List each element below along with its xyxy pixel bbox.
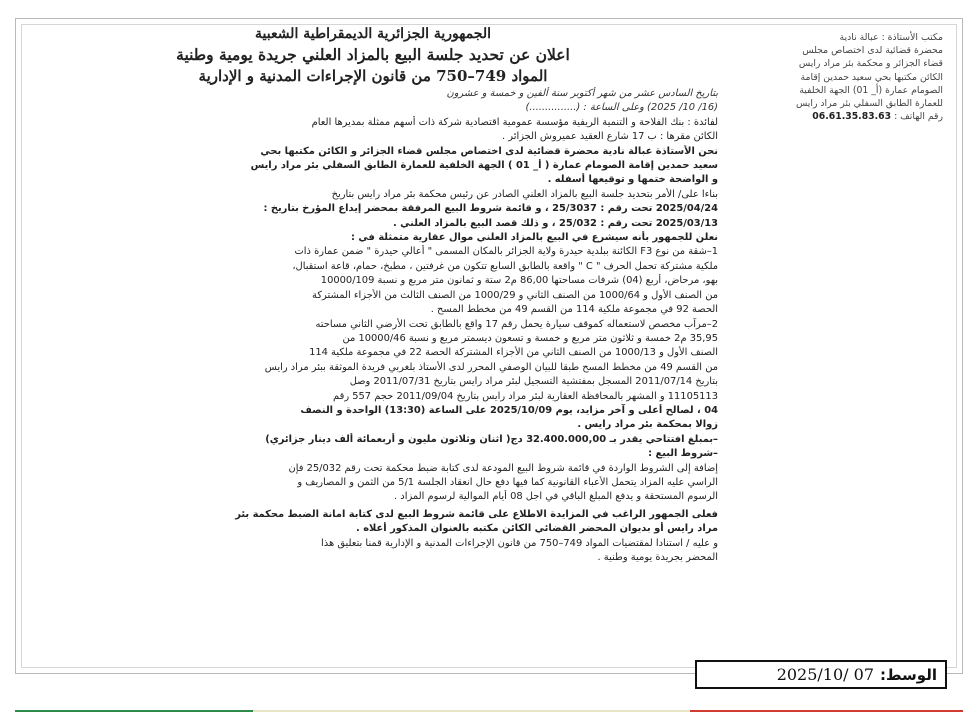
bailiff-line: و الواضحة ختمها و توقيعها أسفله . xyxy=(547,174,718,186)
item-apartment-line: بهو، مرحاض، أربع (04) شرفات مساحتها 86,00 م2 ستة و ثمانون متر مربع و نسبة 10000/109 xyxy=(320,275,718,287)
public-invite-line: فعلى الجمهور الراغب في المزايدة الاطلاع على قائمة شروط البيع لدى كتابة امانة الضبط محكمة بئر xyxy=(235,508,718,520)
footer-rule-red xyxy=(690,710,963,712)
stamp-line: للعمارة الطابق السفلي بئر مراد رايس xyxy=(795,98,943,110)
item-garage-line: 2–مرآب مخصص لاستعماله كموقف سيارة يحمل رقم 17 واقع بالطابق تحت الأرضي الثاني مساحته xyxy=(315,318,718,330)
conditions-line: إضافة إلى الشروط الواردة في قائمة شروط البيع المودعة لدى كتابة ضبط محكمة تحت رقم 25/032 فإن xyxy=(288,462,718,474)
announcement-title: اعلان عن تحديد جلسة البيع بالمزاد العلني جريدة يومية وطنية xyxy=(176,45,570,64)
publication-date-box xyxy=(695,660,947,689)
newspaper-name: الوسط: xyxy=(880,665,937,684)
public-notice: نعلن للجمهور بأنه سيشرع في البيع بالمزاد العلني موال عقارية متمثلة في : xyxy=(351,232,718,244)
conditions-title: –شروط البيع : xyxy=(648,448,718,460)
item-garage-line: زوالا بمحكمة بئر مراد رايس . xyxy=(577,419,718,431)
republic-title: الجمهورية الجزائرية الديمقراطية الشعبية xyxy=(254,26,491,42)
stamp-line: مكتب الأستاذة : عبالة نادية xyxy=(839,32,943,43)
stamp-line: الكائن مكتبها بحي سعيد حمدين إقامة xyxy=(800,71,943,83)
order-line: 2025/03/13 تحت رقم : 25/032 ، و ذلك قصد البيع بالمزاد العلني . xyxy=(392,217,718,229)
item-apartment-line: الحصة 92 في مجموعة ملكية 114 من القسم 49 من مخطط المسح . xyxy=(430,304,718,316)
public-invite-line: مراد رايس أو بديوان المحضر القضائي الكائن مكتبه بالعنوان المذكور أعلاه . xyxy=(356,523,718,535)
phone-label: رقم الهاتف : xyxy=(894,111,943,123)
creditor-line: لفائدة : بنك الفلاحة و التنمية الريفية مؤسسة عمومية اقتصادية شركة ذات أسهم ممثلة بمديرها العام xyxy=(311,116,718,128)
item-garage-line: 11105113 و المشهر بالمحافظة العقارية لبئر مراد رايس بتاريخ 2011/09/04 حجم 557 رقم xyxy=(333,390,718,402)
creditor-line: الكائن مقرها : ب 17 شارع العقيد عميروش الجزائر . xyxy=(501,131,718,143)
item-garage-line: من القسم 49 من مخطط المسح طبقا للبيان الوصفي المحرر لدى الأستاذ بلغربي فريدة الموثقة ببئر مراد رايس xyxy=(264,361,718,373)
item-garage-line: الصنف الأول و 1000/13 من الصنف الثاني من الأجزاء المشتركة الحصة 22 في مجموعة ملكية 114 xyxy=(309,347,718,359)
conditions-line: الراسي عليه المزاد يتحمل الأعباء القانونية كما فيها دفع حال انعقاد الجلسة 5/1 من الثمن و المصاريف و xyxy=(297,476,718,488)
bailiff-line: سعيد حمدين إقامة الصومام عمارة ( أ_ 01 ) الجهة الخلفية للعمارة الطابق السفلي بئر مراد رايس xyxy=(250,160,718,172)
order-line: بناءا على/ الأمر بتحديد جلسة البيع بالمزاد العلني الصادر عن رئيس محكمة بئر مراد رايس بتاريخ xyxy=(331,188,718,200)
item-apartment-line: من الصنف الأول و 1000/64 من الصنف الثاني و 1000/29 من الصنف الثالث من الأجزاء المشتركة xyxy=(312,289,718,301)
item-apartment-line: ملكية مشتركة تحمل الحرف " C " واقعة بالطابق السابع تتكون من غرفتين ، مطبخ، حمام، قاعة استقبال، xyxy=(292,260,718,272)
date-line: بتاريخ السادس عشر من شهر أكتوبر سنة ألفين و خمسة و عشرون xyxy=(446,88,718,99)
notice-body xyxy=(28,25,718,655)
articles-title: المواد 749–750 من قانون الإجراءات المدنية و الإدارية xyxy=(198,67,548,85)
order-line: 2025/04/24 تحت رقم : 25/3037 ، و قائمة شروط البيع المرفقة بمحضر إيداع المؤرخ بتاريخ : xyxy=(263,203,718,215)
legal-basis-line: المحضر بجريدة يومية وطنية . xyxy=(597,552,718,563)
publication-date: 2025/10/ 07 xyxy=(776,665,874,684)
bailiff-line: نحن الأستاذة عبالة نادية محضرة قضائية لدى اختصاص مجلس قضاء الجزائر و الكائن مكتبها بحي xyxy=(260,145,718,157)
phone-number: 06.61.35.83.63 xyxy=(812,111,892,123)
conditions-line: الرسوم المستحقة و يدفع المبلغ الباقي في اجل 08 أيام الموالية لرسوم المزاد . xyxy=(394,491,718,503)
bailiff-stamp-block xyxy=(738,31,943,123)
stamp-line: قضاء الجزائر و محكمة بئر مراد رايس xyxy=(798,58,943,70)
footer-rule-middle xyxy=(253,710,690,712)
opening-price: –بمبلغ افتتاحي يقدر بـ 32.400.000,00 دج( اثنان وثلاثون مليون و أربعمائة ألف دينار جزائري) xyxy=(265,433,718,445)
date-line: (16/ 10/ 2025) وعلى الساعة : (...............) xyxy=(525,102,718,114)
item-apartment-line: 1–شقة من نوع F3 الكائنة ببلدية حيدرة ولاية الجزائر بالمكان المسمى " أعالي حيدرة " ضمن عمارة ذات xyxy=(294,246,718,258)
item-garage-line: 04 ، لصالح أعلى و آخر مزايد، يوم 2025/10/09 على الساعة (13:30) الواحدة و النصف xyxy=(300,404,718,416)
legal-basis-line: و عليه / استنادا لمقتضيات المواد 749–750 من قانون الإجراءات المدنية و الإدارية قمنا بتعليق هذا xyxy=(321,537,718,549)
phone-line xyxy=(738,110,943,123)
item-garage-line: بتاريخ 2011/07/14 المسجل بمفتشية التسجيل لبئر مراد رايس بتاريخ 2011/07/31 وصل xyxy=(349,376,718,388)
stamp-line: محضرة قضائية لدى اختصاص مجلس xyxy=(802,45,943,57)
footer-rule-green xyxy=(15,710,253,712)
notice-frame xyxy=(15,18,963,674)
item-garage-line: 35,95 م2 خمسة و ثلاثون متر مربع و خمسة و تسعون ديسمتر مربع و نسبة 10000/46 من xyxy=(342,332,718,344)
stamp-line: الصومام عمارة (أ_ 01) الجهة الخلفية xyxy=(799,84,943,96)
